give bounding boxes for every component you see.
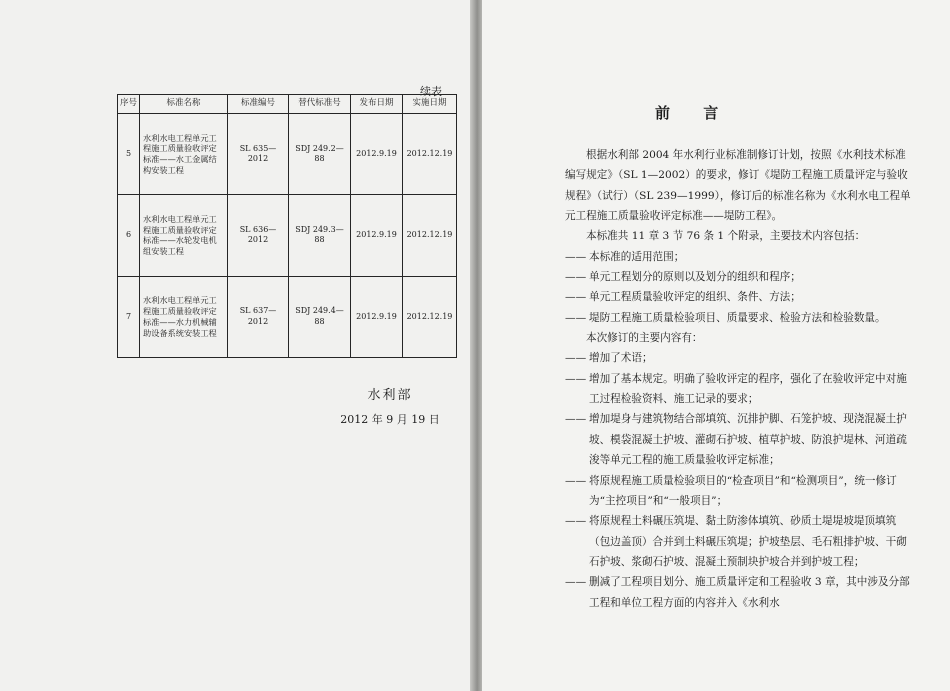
continued-label: 续表 [420, 85, 442, 98]
dash-marker: —— [565, 352, 587, 365]
header-effective: 实施日期 [403, 95, 457, 114]
dash-marker: —— [565, 372, 587, 385]
list-item-text: 单元工程质量验收评定的组织、条件、方法； [589, 291, 801, 304]
foreword-list-item [565, 369, 915, 410]
foreword-list-item [565, 287, 915, 307]
dash-marker: —— [565, 250, 587, 263]
standards-table [117, 94, 457, 358]
header-name: 标准名称 [140, 95, 228, 114]
row-effective: 2012.12.19 [403, 114, 457, 195]
list-item-text: 本标准的适用范围； [589, 250, 685, 263]
row-code: SL 635—2012 [228, 114, 289, 195]
foreword-list-item [565, 409, 915, 470]
row-replaces: SDJ 249.4—88 [289, 276, 351, 357]
row-no: 7 [118, 276, 140, 357]
foreword-list-item [565, 572, 915, 613]
row-issued: 2012.9.19 [351, 276, 403, 357]
row-code: SL 636—2012 [228, 195, 289, 276]
dash-marker: —— [565, 271, 587, 284]
row-name: 水利水电工程单元工程施工质量验收评定标准——水工金属结构安装工程 [140, 114, 228, 195]
header-code: 标准编号 [228, 95, 289, 114]
row-replaces: SDJ 249.3—88 [289, 195, 351, 276]
dash-marker: —— [565, 474, 587, 487]
row-name: 水利水电工程单元工程施工质量验收评定标准——水力机械辅助设备系统安装工程 [140, 276, 228, 357]
dash-marker: —— [565, 311, 587, 324]
table-header-row [118, 95, 457, 114]
dash-marker: —— [565, 515, 587, 528]
dash-marker: —— [565, 576, 587, 589]
foreword-list-item [565, 308, 915, 328]
header-issued: 发布日期 [351, 95, 403, 114]
foreword-list-item [565, 267, 915, 287]
dash-marker: —— [565, 291, 587, 304]
foreword-title: 前 言 [655, 104, 733, 122]
row-code: SL 637—2012 [228, 276, 289, 357]
row-issued: 2012.9.19 [351, 195, 403, 276]
list-item-text: 将原规程土料碾压筑堤、黏土防渗体填筑、砂质土堤堤坡堤顶填筑（包边盖顶）合并到土料碾压筑堤；护坡垫层、毛石粗排护坡、干砌石护坡、浆砌石护坡、混凝土预制块护坡合并到护坡工程； [589, 515, 907, 568]
foreword-paragraph: 本次修订的主要内容有： [586, 332, 703, 345]
table-row [118, 276, 457, 357]
header-replaces: 替代标准号 [289, 95, 351, 114]
list-item-text: 增加了基本规定。明确了验收评定的程序，强化了在验收评定中对施工过程检验资料、施工记录的要求； [589, 372, 907, 406]
row-no: 5 [118, 114, 140, 195]
foreword-list-item [565, 471, 915, 512]
list-item-text: 增加堤身与建筑物结合部填筑、沉排护脚、石笼护坡、现浇混凝土护坡、模袋混凝土护坡、灌砌石护坡、植草护坡、防浪护堤林、河道疏浚等单元工程的施工质量验收评定标准； [589, 413, 907, 467]
dash-marker: —— [565, 413, 587, 426]
signature-date: 2012 年 9 月 19 日 [340, 413, 440, 426]
row-name: 水利水电工程单元工程施工质量验收评定标准——水轮发电机组安装工程 [140, 195, 228, 276]
signature-block [340, 384, 440, 427]
foreword-list-item [565, 511, 915, 572]
row-no: 6 [118, 195, 140, 276]
foreword-list-item [565, 247, 915, 267]
list-item-text: 删减了工程项目划分、施工质量评定和工程验收 3 章，其中涉及分部工程和单位工程方面的内容并入《水利水 [589, 576, 910, 609]
header-no: 序号 [118, 95, 140, 114]
row-effective: 2012.12.19 [403, 195, 457, 276]
list-item-text: 堤防工程施工质量检验项目、质量要求、检验方法和检验数量。 [589, 311, 886, 324]
list-item-text: 将原规程施工质量检验项目的“检查项目”和“检测项目”，统一修订为“主控项目”和“一般项目”； [589, 474, 897, 507]
row-issued: 2012.9.19 [351, 114, 403, 195]
table-row [118, 195, 457, 276]
foreword-paragraph: 本标准共 11 章 3 节 76 条 1 个附录，主要技术内容包括： [586, 230, 866, 243]
table-row [118, 114, 457, 195]
foreword-list-item [565, 348, 915, 368]
foreword-body [565, 145, 915, 613]
list-item-text: 单元工程划分的原则以及划分的组织和程序； [589, 271, 801, 284]
signature-org: 水利部 [367, 388, 413, 403]
row-effective: 2012.12.19 [403, 276, 457, 357]
row-replaces: SDJ 249.2—88 [289, 114, 351, 195]
list-item-text: 增加了术语； [589, 352, 653, 365]
foreword-paragraph: 根据水利部 2004 年水利行业标准制修订计划，按照《水利技术标准编写规定》（SL 1—2002）的要求，修订《堤防工程施工质量评定与验收规程》（试行）（SL 239—1999），修订后的标准名称为《水利水电工程单元工程施工质量验收评定标准——堤防工程》。 [565, 149, 911, 223]
